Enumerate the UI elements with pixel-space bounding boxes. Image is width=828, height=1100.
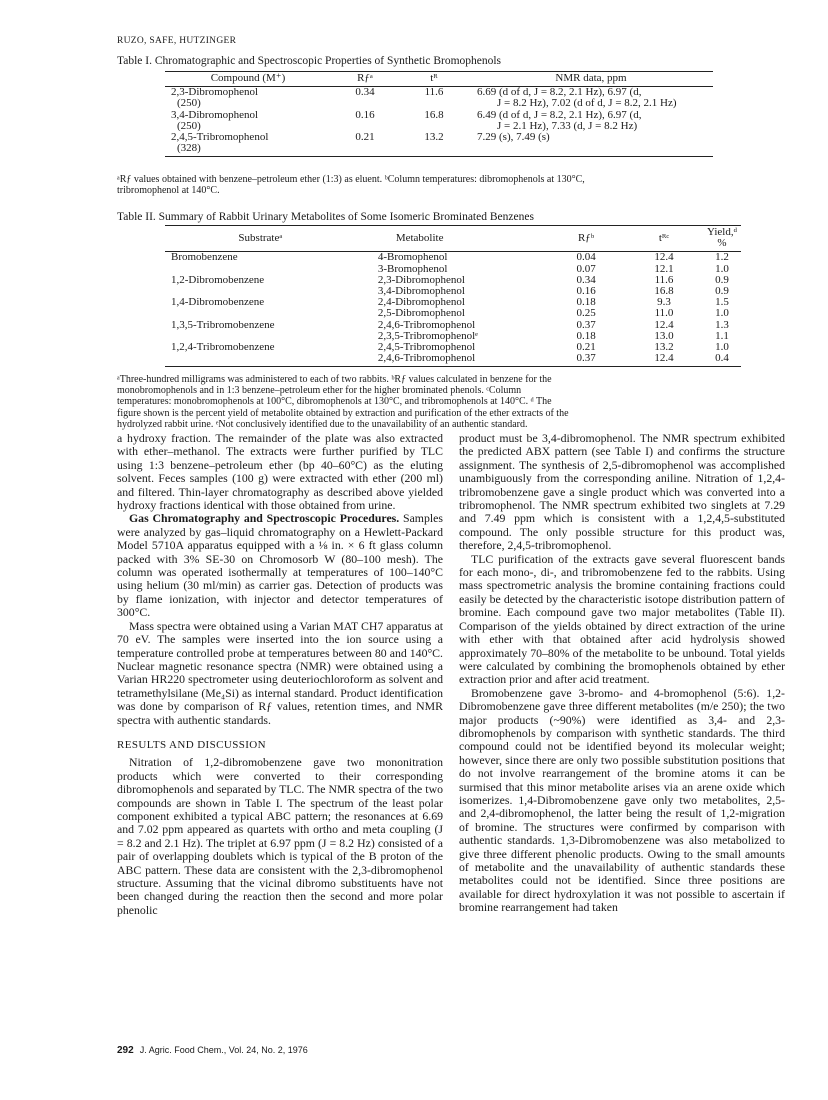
table1-row [165, 132, 713, 143]
table2-cell-yield: 1.1 [715, 329, 729, 342]
table2-cell-rf: 0.07 [576, 262, 596, 275]
table2-cell-metabolite: 3,4-Dibromophenol [377, 285, 465, 298]
table1-cell-compound: 3,4-Dibromophenol [171, 108, 259, 121]
paragraph: a hydroxy fraction. The remainder of the plate was also extracted with ether–methanol. The extracts were further purified by TLC using 1:3 benzene–petroleum ether (bp 40–60°C) as the eluting solvent. Feces samples (100 g) were extracted with ether (200 ml) and filtered. Thin-layer chromatography as described above yielded hydroxy fractions identical with those obtained from urine. [117, 431, 443, 513]
page-number: 292 [117, 1045, 134, 1056]
table2-cell-tr: 12.4 [625, 353, 703, 367]
table2-footnote-line: ᵃThree-hundred milligrams was administered to each of two rabbits. ᵇRƒ values calculated in benzene for the [117, 374, 552, 385]
table1-cell-nmr-cont: J = 2.1 Hz), 7.33 (d, J = 8.2 Hz) [497, 119, 638, 132]
left-column [117, 432, 443, 917]
table2-cell-yield: 1.0 [715, 341, 729, 354]
table2-cell-rf: 0.16 [576, 285, 596, 298]
table1-cell-nmr-cont [469, 143, 713, 157]
paragraph: Bromobenzene gave 3-bromo- and 4-bromophenol (5:6). 1,2-Dibromobenzene gave three different metabolites (m/e 250); the two major products (~90%) were identified as 3,4- and 2,3-dibromophenols by comparison with synthetic standards. The third compound could not be identified beyond its molecular weight; however, since there are only two possible substitution positions that do not involve rearrangement of the bromine atoms it can be surmised that this minor metabolite arises via an arene oxide which isomerizes. 1,4-Dibromobenzene gave only two metabolites, 2,5- and 2,4-dibromophenol, the latter being the result of 1,2-migration of bromine. The structures were confirmed by comparison with authentic standards. 1,3-Dibromobenzene was also metabolized to give three different phenolic products. Owing to the small amounts of metabolite and the unavailability of authentic standards these metabolites could not be identified. Since three positions are available for direct hydroxylation it was not possible to ascertain if bromine rearrangement had taken [459, 685, 785, 915]
table2-cell-tr: 13.2 [654, 341, 674, 354]
table2-cell-metabolite: 2,4-Dibromophenol [377, 296, 465, 309]
table2-cell-metabolite: 3-Bromophenol [377, 262, 448, 275]
paragraph: TLC purification of the extracts gave several fluorescent bands for each mono-, di-, and tribromobenzene fed to the rabbits. Using mass spectrometric analysis the bromine containing fractions could easily be detected by the characteristic isotope distribution pattern of bromine. Each compound gave two major metabolites (Table II). Comparison of the yields obtained by direct extraction of the urine with ether with that obtained after acid hydrolysis showed approximately 70–80% of the metabolite to be unbound. Total yields were calculated by combining the bromophenols obtained by ether extraction prior and after acid treatment. [459, 551, 785, 687]
table1-header-tr: tᴿ [399, 72, 469, 87]
table1-cell-tr: 11.6 [424, 86, 444, 99]
table1-cell-mass: (250) [177, 97, 201, 110]
table1-cell-empty [399, 143, 469, 157]
table2-cell-tr: 13.0 [654, 329, 674, 342]
table2-cell-metabolite: 2,3,5-Tribromophenolᵉ [377, 329, 479, 342]
table2-cell-tr: 12.1 [654, 262, 674, 275]
table2-cell-yield: 1.0 [715, 307, 729, 320]
table2-cell-substrate: 1,4-Dibromobenzene [171, 296, 265, 309]
paragraph: product must be 3,4-dibromophenol. The NMR spectrum exhibited the predicted ABX pattern (see Table I) and confirms the structure assignment. The synthesis of 2,5-dibromophenol was accomplished unambiguously from the corresponding aniline. Nitration of 1,2,4-tribromobenzene gave a single product which was converted into a tribromophenol. The NMR spectrum exhibited two singlets at 7.29 and 7.49 ppm which is consistent with a 1,2,4,5-substituted compound. The only possible structure for this product was, therefore, 2,4,5-tribromophenol. [459, 431, 785, 553]
table2-cell-yield: 0.9 [715, 285, 729, 298]
table2-cell-substrate: 1,3,5-Tribromobenzene [171, 318, 275, 331]
table1-cell-rf: 0.34 [355, 86, 375, 99]
table1-cell-tr: 13.2 [424, 131, 444, 144]
table2-cell-yield: 0.4 [703, 353, 741, 367]
right-column [459, 432, 785, 915]
table2-cell-rf: 0.37 [547, 353, 625, 367]
table2-row [165, 308, 741, 319]
table1-cell-rf: 0.16 [355, 108, 375, 121]
section-heading: RESULTS AND DISCUSSION [117, 738, 266, 751]
table1-cell-empty [331, 98, 399, 109]
table2-footnote-line: figure shown is the percent yield of metabolite obtained by extraction and purification of the ether extracts of the [117, 407, 569, 419]
table2-cell-rf: 0.34 [576, 273, 596, 286]
table2 [165, 225, 741, 367]
table1-header-rf: Rƒᵃ [331, 72, 399, 87]
table1-cell-nmr: 6.49 (d of d, J = 8.2, 2.1 Hz), 6.97 (d, [477, 108, 642, 121]
table2-cell-substrate [165, 353, 356, 367]
table2-footnote-line: monobromophenols and in 1:3 benzene–petroleum ether for the higher brominated phenols. ᶜColumn [117, 385, 522, 397]
table1-header-compound: Compound (M⁺) [165, 72, 331, 87]
table1-cell-rf: 0.21 [355, 131, 375, 144]
table2-cell-metabolite: 2,5-Dibromophenol [377, 307, 465, 320]
table2-cell-rf: 0.18 [576, 329, 596, 342]
table1-footnotes [117, 174, 737, 196]
table2-cell-metabolite: 2,3-Dibromophenol [377, 273, 465, 286]
table1-cell-mass: (328) [165, 143, 331, 157]
table2-header-tr: tᴿᶜ [625, 226, 703, 252]
table2-cell-metabolite: 2,4,6-Tribromophenol [356, 353, 547, 367]
table2-row [165, 353, 741, 367]
table1-cell-compound: 2,4,5-Tribromophenol [171, 131, 269, 144]
table2-header-metabolite: Metabolite [356, 226, 547, 252]
table1-cell-nmr: 6.69 (d of d, J = 8.2, 2.1 Hz), 6.97 (d, [477, 86, 642, 99]
table2-cell-yield: 1.2 [715, 251, 729, 264]
table1-cell-empty [331, 143, 399, 157]
table1-cell-nmr-cont: J = 8.2 Hz), 7.02 (d of d, J = 8.2, 2.1 Hz) [497, 97, 677, 110]
table2-footnote-line: hydrolyzed rabbit urine. ᵉNot conclusively identified due to the unavailability of an authentic standard. [117, 418, 528, 430]
table1-cell-nmr: 7.29 (s), 7.49 (s) [477, 131, 550, 144]
table2-cell-tr: 9.3 [657, 296, 671, 309]
table2-cell-yield: 1.5 [715, 296, 729, 309]
table2-cell-substrate: Bromobenzene [171, 251, 238, 264]
table2-cell-substrate: 1,2-Dibromobenzene [171, 273, 265, 286]
paragraph-text: Samples were analyzed by gas–liquid chromatography on a Hewlett-Packard Model 5710A apparatus equipped with a ⅛ in. × 6 ft glass column packed with 3% SE-30 on Chromosorb W (80–100 mesh). The column was operated isothermally at temperatures of 100–140°C using helium (30 ml/min) as carrier gas. Detection of products was by flame ionization, with injector and detector temperatures of 300°C. [117, 511, 443, 620]
paragraph: Nitration of 1,2-dibromobenzene gave two mononitration products which were converted to their corresponding dibromophenols and separated by TLC. The NMR spectra of the two compounds are shown in Table I. The spectrum of the least polar component exhibited a typical ABC pattern; the resonances at 6.69 and 7.02 ppm appeared as quartets with ortho and meta coupling (J = 8.2 and 2.1 Hz). The triplet at 6.97 ppm (J = 8.2 Hz) consisted of a pair of overlapping doublets which is typical of the B proton of the ABC pattern. These data are consistent with the 2,3-dibromophenol structure. Assuming that the vicinal dibromo substituents have not been changed during the reaction then the second and more polar phenolic [117, 755, 443, 917]
table2-cell-yield: 1.3 [715, 318, 729, 331]
table2-cell-tr: 16.8 [654, 285, 674, 298]
table1-cell-compound: 2,3-Dibromophenol [171, 86, 259, 99]
table1 [165, 71, 713, 157]
table1-caption: Table I. Chromatographic and Spectroscopic Properties of Synthetic Bromophenols [117, 55, 502, 67]
table1-row-cont [165, 98, 713, 109]
table1-cell-tr: 16.8 [424, 108, 444, 121]
table2-cell-metabolite: 2,4,5-Tribromophenol [377, 341, 476, 354]
page-footer [117, 1045, 308, 1056]
table1-cell-empty [399, 98, 469, 109]
section-heading-inline: Gas Chromatography and Spectroscopic Procedures. [129, 511, 400, 526]
table1-header-nmr: NMR data, ppm [469, 72, 713, 87]
table2-cell-substrate: 1,2,4-Tribromobenzene [171, 341, 275, 354]
table2-cell-substrate [165, 308, 356, 319]
table1-cell-mass: (250) [177, 119, 201, 132]
table2-footnote-line: temperatures: monobromophenols at 100°C, dibromophenols at 130°C, and tribromophenols at 140°C. ᵈ The [117, 396, 552, 408]
journal-citation: J. Agric. Food Chem., Vol. 24, No. 2, 1976 [139, 1045, 308, 1055]
table2-cell-tr: 12.4 [654, 318, 674, 331]
table2-caption: Table II. Summary of Rabbit Urinary Metabolites of Some Isomeric Brominated Benzenes [117, 211, 534, 223]
table2-cell-tr: 12.4 [654, 251, 674, 264]
table2-header-rf: Rƒᵇ [547, 226, 625, 252]
table2-cell-rf: 0.25 [576, 307, 596, 320]
table2-cell-rf: 0.18 [576, 296, 596, 309]
table2-cell-yield: 1.0 [715, 262, 729, 275]
table2-cell-tr: 11.6 [654, 273, 674, 286]
running-head: RUZO, SAFE, HUTZINGER [117, 36, 237, 46]
table1-row-cont [165, 143, 713, 157]
table2-cell-yield: 0.9 [715, 273, 729, 286]
table2-cell-rf: 0.37 [576, 318, 596, 331]
table2-cell-rf: 0.21 [576, 341, 596, 354]
table2-row [165, 252, 741, 264]
table2-cell-rf: 0.04 [576, 251, 596, 264]
table2-header-substrate: Substrateᵃ [165, 226, 356, 252]
table2-header-yield: Yield,ᵈ % [703, 226, 741, 252]
paragraph [117, 512, 443, 619]
table1-footnote-line: tribromophenol at 140°C. [117, 185, 220, 197]
table2-cell-metabolite: 4-Bromophenol [377, 251, 448, 264]
table2-cell-metabolite: 2,4,6-Tribromophenol [377, 318, 476, 331]
table2-cell-tr: 11.0 [654, 307, 674, 320]
table1-footnote-line: ᵃRƒ values obtained with benzene–petroleum ether (1:3) as eluent. ᵇColumn temperatures: dibromophenols at 130°C, [117, 174, 585, 185]
table2-footnotes [117, 374, 737, 430]
paragraph: Mass spectra were obtained using a Varian MAT CH7 apparatus at 70 eV. The samples were inserted into the ion source using a temperature controlled probe at temperatures between 80 and 140°C. Nuclear magnetic resonance spectra (NMR) were obtained using a Varian HR220 spectrometer using deuteriochloroform as solvent and tetramethylsilane (Me₄Si) as internal standard. Product identification was done by comparison of Rƒ values, retention times, and NMR spectra with authentic standards. [117, 618, 443, 727]
